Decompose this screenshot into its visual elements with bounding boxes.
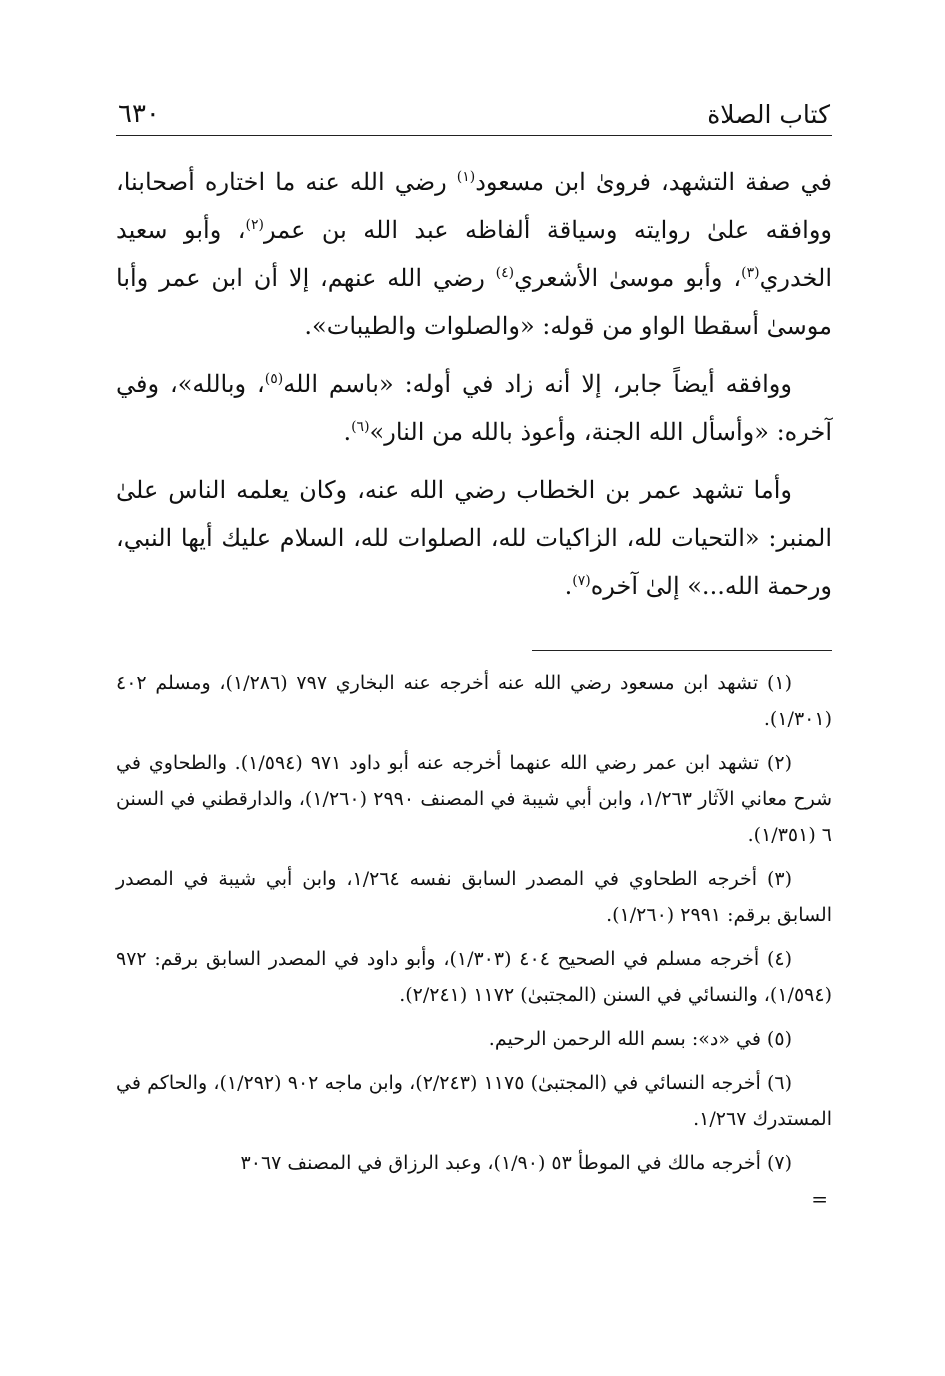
footnote-6: (٦) أخرجه النسائي في (المجتبىٰ) ١١٧٥ (٢/٢٤٣)، وابن ماجه ٩٠٢ (١/٢٩٢)، والحاكم في المستدرك ١/٢٦٧. <box>116 1072 832 1130</box>
main-text <box>116 158 832 610</box>
text-run: ، وأبو موسىٰ الأشعري <box>514 264 742 292</box>
text-run: ، وأبو سعيد الخدري <box>116 216 833 292</box>
text-run: ووافقه أيضاً جابر، إلا أنه زاد في أوله: «باسم الله <box>283 370 792 398</box>
text-run: . <box>564 572 573 600</box>
footnote-ref-2[interactable]: (٢) <box>245 217 264 233</box>
footnote-4: (٤) أخرجه مسلم في الصحيح ٤٠٤ (١/٣٠٣)، وأبو داود في المصدر السابق برقم: ٩٧٢ (١/٥٩٤)، والنسائي في السنن (المجتبىٰ) ١١٧٢ (٢/٢٤١). <box>116 948 832 1006</box>
text-run: رضي الله عنهم، إلا أن ابن عمر وأبا موسىٰ أسقطا الواو من قوله: «والصلوات والطيبات». <box>116 264 832 340</box>
footnote-2: (٢) تشهد ابن عمر رضي الله عنهما أخرجه عنه أبو داود ٩٧١ (١/٥٩٤). والطحاوي في شرح معاني الآثار ١/٢٦٣، وابن أبي شيبة في المصنف ٢٩٩٠ (١/٢٦٠)، والدارقطني في السنن ٦ (١/٣٥١). <box>116 752 833 846</box>
page-header <box>116 92 832 136</box>
footnote-ref-4[interactable]: (٤) <box>495 265 515 281</box>
footnote-1: (١) تشهد ابن مسعود رضي الله عنه أخرجه عنه البخاري ٧٩٧ (١/٢٨٦)، ومسلم ٤٠٢ (١/٣٠١). <box>116 672 832 730</box>
text-run: في صفة التشهد، فروىٰ ابن مسعود <box>475 168 832 196</box>
paragraph-2 <box>116 360 832 456</box>
paragraph-1 <box>116 158 832 350</box>
footnote-ref-3[interactable]: (٣) <box>741 265 760 281</box>
paragraph-3 <box>116 466 832 610</box>
footnote-3: (٣) أخرجه الطحاوي في المصدر السابق نفسه ١/٢٦٤، وابن أبي شيبة في المصدر السابق برقم: ٢٩٩١ (١/٢٦٠). <box>116 868 832 926</box>
footnote-separator <box>532 650 832 651</box>
text-run: رضي الله عنه ما اختاره أصحابنا، ووافقه علىٰ روايته وسياقة ألفاظه عبد الله بن عمر <box>116 168 832 244</box>
footnote-5: (٥) في «د»: بسم الله الرحمن الرحيم. <box>488 1028 792 1050</box>
footnotes <box>116 665 832 1209</box>
running-title: كتاب الصلاة <box>707 100 830 129</box>
footnote-ref-5[interactable]: (٥) <box>264 371 284 387</box>
footnote-ref-7[interactable]: (٧) <box>572 573 591 589</box>
document-page <box>116 92 832 1209</box>
footnote-ref-6[interactable]: (٦) <box>351 419 370 435</box>
text-run: ، وبالله»، وفي آخره: «وأسأل الله الجنة، وأعوذ بالله من النار» <box>116 370 832 446</box>
footnote-ref-1[interactable]: (١) <box>456 169 476 185</box>
text-run: وأما تشهد عمر بن الخطاب رضي الله عنه، وكان يعلمه الناس علىٰ المنبر: «التحيات لله، الزاكيات لله، الصلوات لله، السلام عليك أيها النبي، ورحمة الله...» إلىٰ آخره <box>116 476 832 600</box>
continued-mark: = <box>811 1187 828 1211</box>
footnote-7: (٧) أخرجه مالك في الموطأ ٥٣ (١/٩٠)، وعبد الرزاق في المصنف ٣٠٦٧ <box>240 1152 792 1174</box>
page-number: ٦٣٠ <box>118 99 160 129</box>
text-run: . <box>343 418 352 446</box>
